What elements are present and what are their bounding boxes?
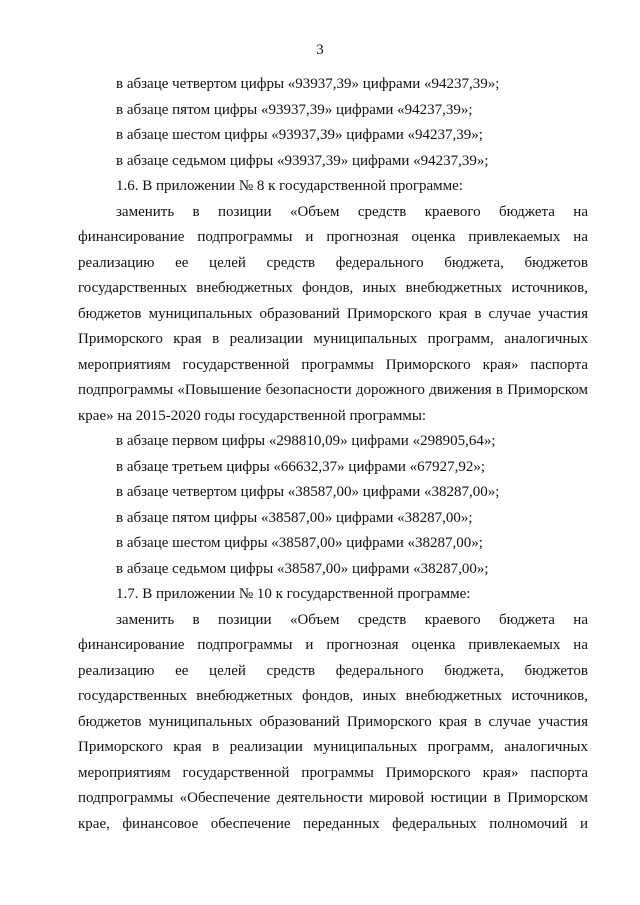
text-line: в абзаце пятом цифры «93937,39» цифрами «94237,39»; — [116, 101, 473, 118]
text-line: в абзаце шестом цифры «93937,39» цифрами «94237,39»; — [116, 127, 483, 143]
text-line: Приморского края в реализации муниципальных программ, аналогичных — [78, 331, 588, 347]
text-line: в абзаце седьмом цифры «93937,39» цифрами «94237,39»; — [116, 152, 489, 169]
text-line: мероприятиям государственной программы Приморского края» паспорта — [78, 356, 588, 373]
text-line: в абзаце седьмом цифры «38587,00» цифрами «38287,00»; — [116, 560, 489, 577]
text-line: бюджетов муниципальных образований Приморского края в случае участия — [78, 713, 588, 730]
text-line: 1.7. В приложении № 10 к государственной программе: — [116, 586, 471, 602]
text-line: в абзаце пятом цифры «38587,00» цифрами «38287,00»; — [116, 509, 473, 526]
text-line: заменить в позиции «Объем средств краевого бюджета на — [116, 611, 588, 628]
text-line: реализацию ее целей средств федерального бюджета, бюджетов — [78, 662, 588, 679]
text-line: государственных внебюджетных фондов, иных внебюджетных источников, — [78, 688, 588, 704]
text-line: мероприятиям государственной программы Приморского края» паспорта — [78, 764, 588, 781]
text-line: в абзаце шестом цифры «38587,00» цифрами «38287,00»; — [116, 535, 483, 551]
text-line: бюджетов муниципальных образований Приморского края в случае участия — [78, 305, 588, 322]
text-line: в абзаце четвертом цифры «38587,00» цифрами «38287,00»; — [116, 484, 500, 500]
text-line: в абзаце первом цифры «298810,09» цифрами «298905,64»; — [116, 433, 496, 449]
page-number: 3 — [316, 42, 324, 58]
text-line: крае, финансовое обеспечение переданных федеральных полномочий и — [78, 815, 588, 832]
text-line: крае» на 2015-2020 годы государственной программы: — [78, 407, 427, 424]
document-body — [78, 72, 588, 837]
text-line: 1.6. В приложении № 8 к государственной программе: — [116, 178, 463, 194]
text-line: подпрограммы «Обеспечение деятельности мировой юстиции в Приморском — [78, 790, 588, 806]
text-line: финансирование подпрограммы и прогнозная оценка привлекаемых на — [78, 637, 588, 653]
text-line: в абзаце четвертом цифры «93937,39» цифрами «94237,39»; — [116, 76, 500, 92]
text-line: в абзаце третьем цифры «66632,37» цифрами «67927,92»; — [116, 458, 486, 475]
text-line: подпрограммы «Повышение безопасности дорожного движения в Приморском — [78, 382, 588, 398]
text-line: финансирование подпрограммы и прогнозная оценка привлекаемых на — [78, 229, 588, 245]
text-line: заменить в позиции «Объем средств краевого бюджета на — [116, 203, 588, 220]
text-line: реализацию ее целей средств федерального бюджета, бюджетов — [78, 254, 588, 271]
text-line: Приморского края в реализации муниципальных программ, аналогичных — [78, 739, 588, 755]
text-line: государственных внебюджетных фондов, иных внебюджетных источников, — [78, 280, 588, 296]
